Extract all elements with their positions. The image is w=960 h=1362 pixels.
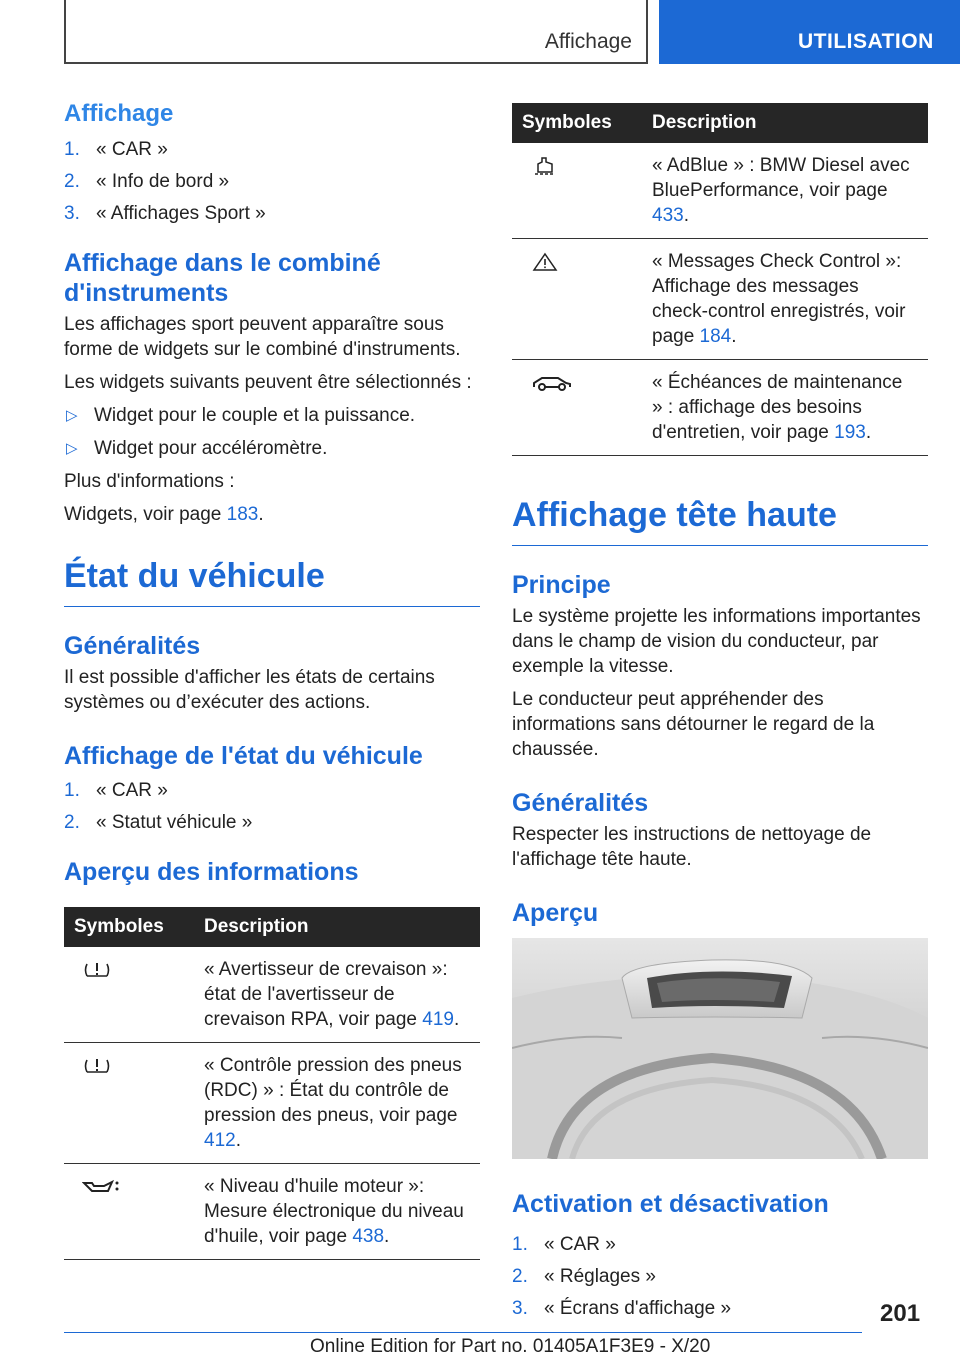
combine-paragraph-2: Les widgets suivants peuvent être sélectionnés : — [64, 372, 472, 393]
description-cell: « Échéances de maintenance » : affichage des besoins d'entretien, voir page 193. — [642, 360, 928, 456]
symbols-table-right — [512, 103, 928, 456]
list-item: 3. « Affichages Sport » — [64, 203, 266, 224]
affichage-steps — [64, 134, 480, 230]
list-item: ▷ Widget pour accéléromètre. — [66, 438, 328, 459]
table-row — [64, 1043, 480, 1164]
bullet-triangle-icon: ▷ — [66, 440, 78, 457]
list-item: 2. « Statut véhicule » — [64, 812, 253, 833]
tire-pressure-warning-icon — [82, 960, 112, 980]
hud-heading: Affichage tête haute — [512, 496, 928, 546]
combine-paragraph-3: Plus d'informations : — [64, 471, 235, 492]
hud-generalites-paragraph: Respecter les instructions de nettoyage de l'affichage tête haute. — [512, 824, 872, 870]
car-service-icon — [530, 373, 574, 393]
right-column — [512, 103, 928, 1335]
activation-steps — [512, 1229, 928, 1325]
activation-heading: Activation et désactivation — [512, 1190, 829, 1218]
principe-paragraph-2: Le conducteur peut appréhender des informations sans détourner le regard de la chaussée. — [512, 689, 875, 760]
combine-paragraph-1: Les affichages sport peuvent apparaître sous forme de widgets sur le combiné d'instruments. — [64, 314, 461, 360]
hud-photo — [512, 938, 928, 1159]
list-item: 2. « Réglages » — [512, 1266, 656, 1287]
col-description-header: Description — [642, 103, 928, 143]
table-row — [512, 143, 928, 239]
oil-can-icon — [82, 1177, 122, 1197]
hud-generalites-heading: Généralités — [512, 789, 649, 817]
adblue-icon — [530, 156, 560, 176]
description-cell: « AdBlue » : BMW Diesel avec BluePerformance, voir page 433. — [642, 143, 928, 239]
table-row — [512, 360, 928, 456]
hud-apercu-heading: Aperçu — [512, 899, 599, 927]
description-cell: « Messages Check Control »: Affichage des messages check-control enregistrés, voir page 184. — [642, 239, 928, 360]
header-section-box — [64, 0, 648, 64]
col-description-header: Description — [194, 907, 480, 947]
generalites-paragraph: Il est possible d'afficher les états de certains systèmes ou d’exécuter des actions. — [64, 667, 435, 713]
symbols-table-left — [64, 907, 480, 1260]
principe-heading: Principe — [512, 571, 611, 599]
page-link[interactable]: 183 — [226, 504, 259, 525]
page-link[interactable]: 412 — [204, 1130, 236, 1151]
bullet-triangle-icon: ▷ — [66, 407, 78, 424]
col-symbols-header: Symboles — [512, 103, 642, 143]
combine-heading: Affichage dans le combiné d'instruments — [64, 249, 381, 307]
footer-divider — [64, 1332, 862, 1333]
etat-heading: État du véhicule — [64, 557, 480, 607]
principe-paragraph-1: Le système projette les informations importantes dans le champ de vision du conducteur, par exemple la vitesse. — [512, 606, 921, 677]
col-symbols-header: Symboles — [64, 907, 194, 947]
tire-pressure-control-icon — [82, 1056, 112, 1076]
left-column — [64, 100, 480, 1260]
header-chapter-tab: UTILISATION — [659, 0, 960, 64]
footer-edition: Online Edition for Part no. 01405A1F3E9 - X/20 — [310, 1336, 711, 1357]
page-number: 201 — [880, 1300, 921, 1327]
apercu-info-heading: Aperçu des informations — [64, 858, 359, 886]
page-link[interactable]: 419 — [422, 1009, 454, 1030]
description-cell: « Contrôle pression des pneus (RDC) » : État du contrôle de pression des pneus, voir page 412. — [194, 1043, 480, 1164]
page-link[interactable]: 438 — [352, 1226, 385, 1247]
list-item: 1. « CAR » — [64, 139, 168, 160]
header-section-label: Affichage — [544, 30, 632, 53]
etat-steps — [64, 775, 480, 839]
affichage-etat-heading: Affichage de l'état du véhicule — [64, 742, 423, 770]
affichage-heading: Affichage — [64, 100, 174, 127]
list-item: ▷ Widget pour le couple et la puissance. — [66, 405, 416, 426]
description-cell: « Niveau d'huile moteur »: Mesure électronique du niveau d'huile, voir page 438. — [194, 1164, 480, 1260]
page-link[interactable]: 193 — [834, 422, 866, 443]
widget-bullets — [64, 403, 480, 461]
page-link[interactable]: 433 — [652, 205, 684, 226]
generalites-heading: Généralités — [64, 632, 201, 660]
table-row — [64, 947, 480, 1043]
list-item: 3. « Écrans d'affichage » — [512, 1298, 732, 1319]
combine-paragraph-4: Widgets, voir page 183. — [64, 504, 264, 525]
description-cell: « Avertisseur de crevaison »: état de l'avertisseur de crevaison RPA, voir page 419. — [194, 947, 480, 1043]
table-row — [512, 239, 928, 360]
warning-triangle-icon — [530, 252, 560, 272]
list-item: 1. « CAR » — [64, 780, 168, 801]
page-link[interactable]: 184 — [699, 326, 732, 347]
table-row — [64, 1164, 480, 1260]
list-item: 2. « Info de bord » — [64, 171, 230, 192]
list-item: 1. « CAR » — [512, 1234, 616, 1255]
